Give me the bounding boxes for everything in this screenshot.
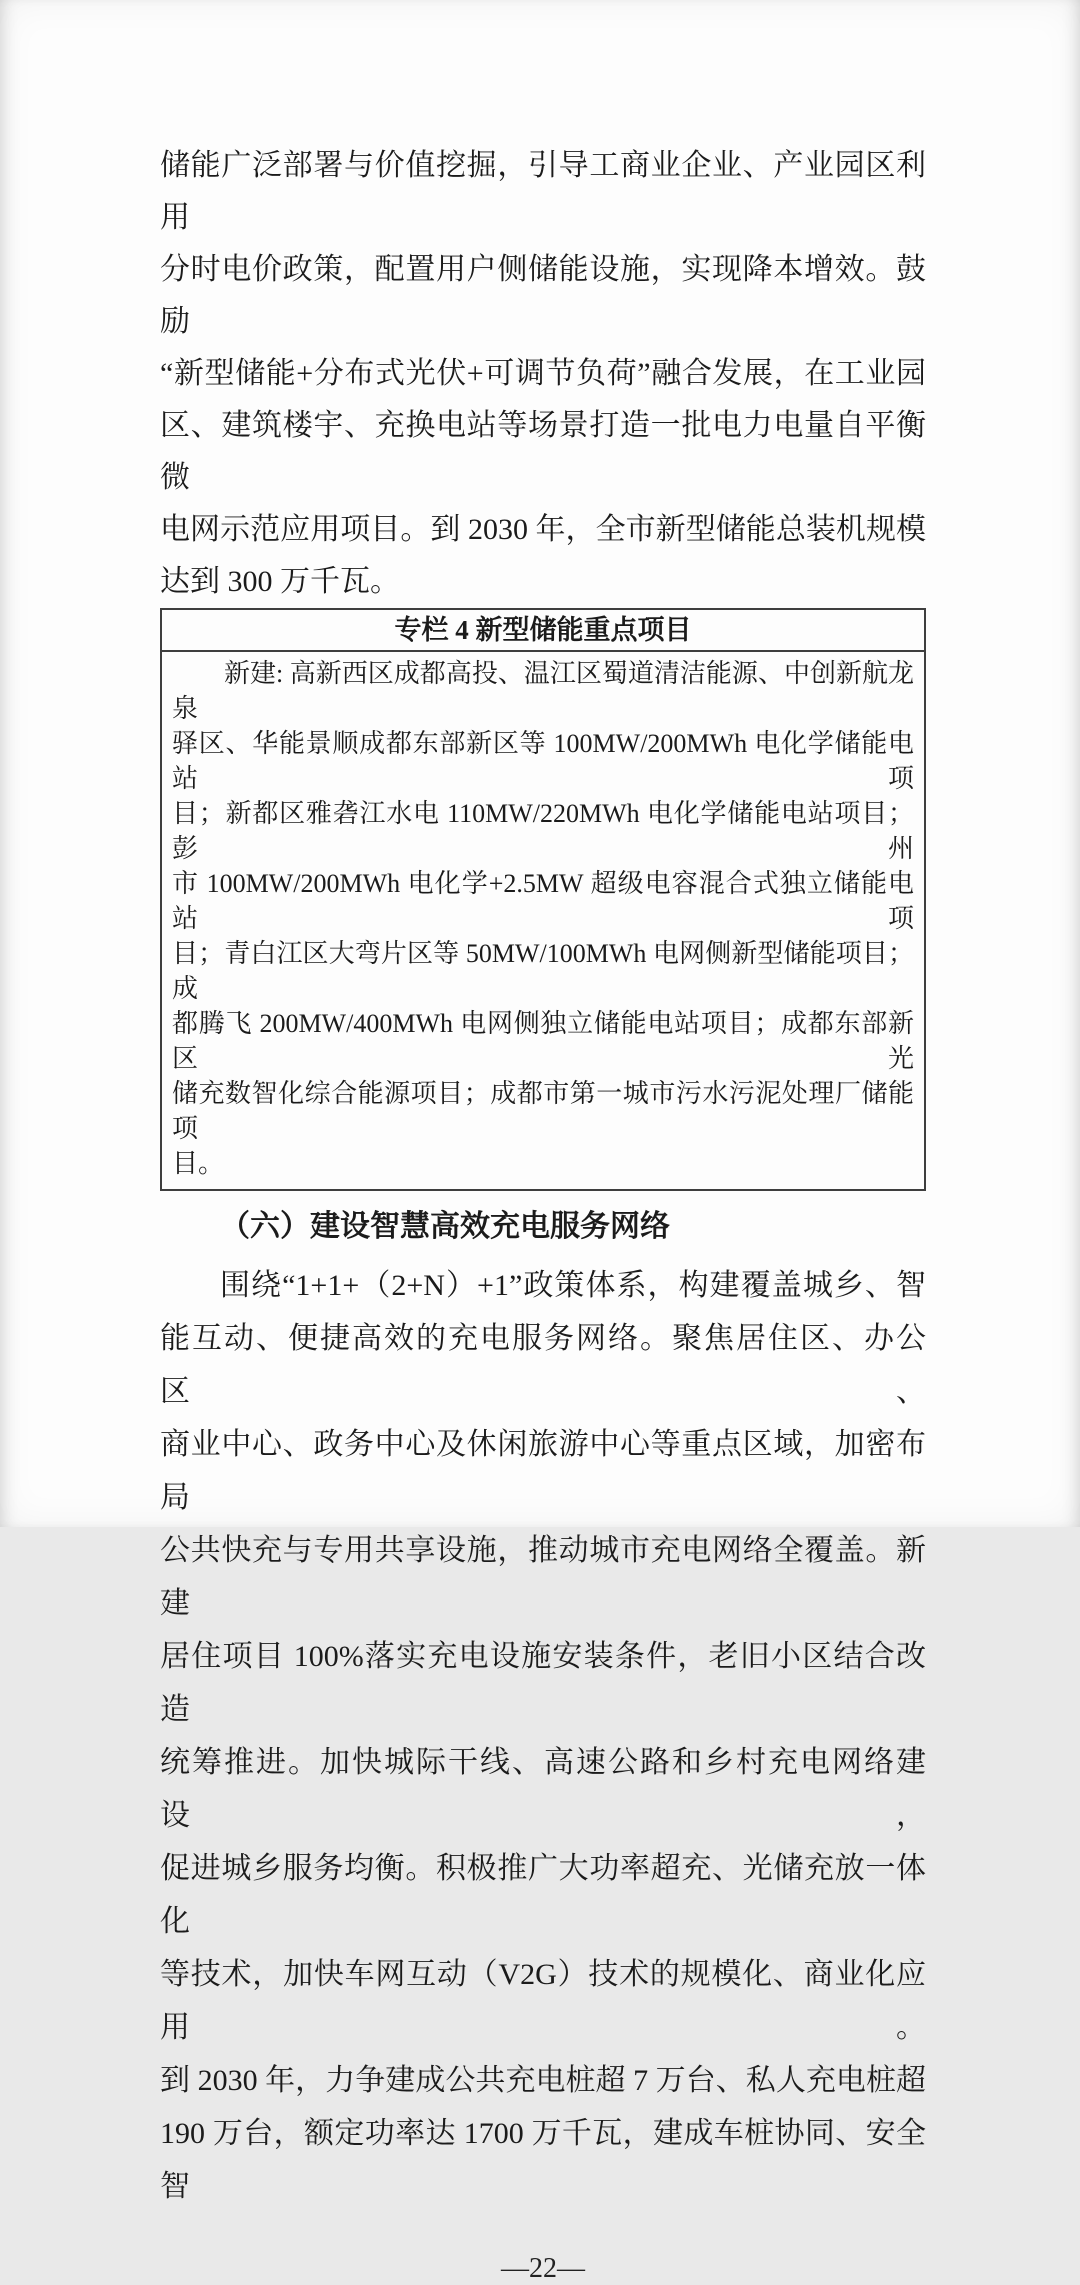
section-heading: （六）建设智慧高效充电服务网络 [220,1210,670,1243]
body-line: 等技术，加快车网互动（V2G）技术的规模化、商业化应用。 [160,1958,926,2044]
box-line: 目。 [172,1149,225,1178]
body-line: 围绕“1+1+（2+N）+1”政策体系，构建覆盖城乡、智 [220,1269,926,1302]
box-line: 驿区、华能景顺成都东部新区等 100MW/200MWh 电化学储能电站项 [172,729,914,793]
body-line: 能互动、便捷高效的充电服务网络。聚焦居住区、办公区、 [160,1322,926,1408]
body-line: 公共快充与专用共享设施，推动城市充电网络全覆盖。新建 [160,1534,926,1620]
page-content [160,140,926,2285]
box-line: 都腾飞 200MW/400MWh 电网侧独立储能电站项目；成都东部新区光 [172,1009,914,1073]
body-line: 促进城乡服务均衡。积极推广大功率超充、光储充放一体化 [160,1852,926,1938]
page-number: —22— [501,2253,585,2284]
column-box-4 [160,608,926,1191]
box-title: 专栏 4 新型储能重点项目 [162,610,924,652]
box-body [162,652,924,1189]
body-line: 商业中心、政务中心及休闲旅游中心等重点区域，加密布局 [160,1428,926,1514]
body-line: 居住项目 100%落实充电设施安装条件，老旧小区结合改造 [160,1640,926,1726]
body-line: 统筹推进。加快城际干线、高速公路和乡村充电网络建设， [160,1746,926,1832]
paragraph-main [160,1259,926,2213]
box-line: 储充数智化综合能源项目；成都市第一城市污水污泥处理厂储能项 [172,1079,914,1143]
body-line: 190 万台，额定功率达 1700 万千瓦，建成车桩协同、安全智 [160,2117,926,2203]
body-line: 达到 300 万千瓦。 [160,565,400,598]
box-line: 目；青白江区大弯片区等 50MW/100MWh 电网侧新型储能项目；成 [172,939,914,1003]
body-line: 到 2030 年，力争建成公共充电桩超 7 万台、私人充电桩超 [160,2064,926,2097]
paragraph-continuation [160,140,926,608]
body-line: 储能广泛部署与价值挖掘，引导工商业企业、产业园区利用 [160,149,926,234]
box-line: 目；新都区雅砻江水电 110MW/220MWh 电化学储能电站项目；彭州 [172,799,914,863]
box-line: 新建: 高新西区成都高投、温江区蜀道清洁能源、中创新航龙泉 [172,659,914,723]
body-line: “新型储能+分布式光伏+可调节负荷”融合发展，在工业园 [160,357,926,390]
box-line: 市 100MW/200MWh 电化学+2.5MW 超级电容混合式独立储能电站项 [172,869,914,933]
body-line: 分时电价政策，配置用户侧储能设施，实现降本增效。鼓励 [160,253,926,338]
body-line: 区、建筑楼宇、充换电站等场景打造一批电力电量自平衡微 [160,409,926,494]
body-line: 电网示范应用项目。到 2030 年，全市新型储能总装机规模 [160,513,926,546]
